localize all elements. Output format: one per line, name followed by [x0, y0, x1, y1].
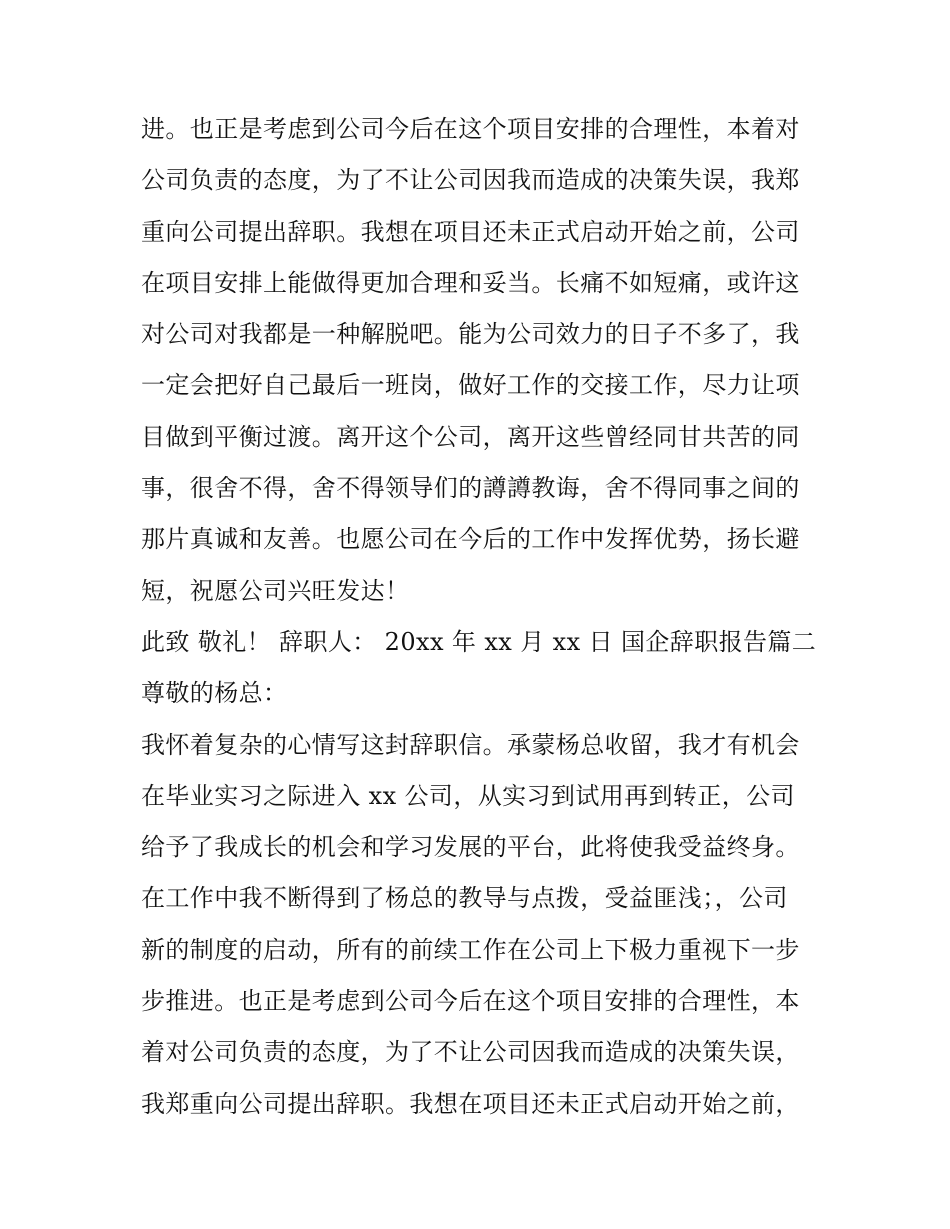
salutation: 尊敬的杨总： [141, 679, 288, 708]
document-body [141, 104, 821, 1130]
text-line: 一定会把好自己最后一班岗，做好工作的交接工作，尽力让项 [141, 371, 800, 400]
text-line: 短，祝愿公司兴旺发达！ [141, 576, 410, 605]
text-line: 步推进。也正是考虑到公司今后在这个项目安排的合理性，本 [141, 987, 800, 1016]
text-line: 我怀着复杂的心情写这封辞职信。承蒙杨总收留，我才有机会 [141, 730, 800, 759]
text-line: 对公司对我都是一种解脱吧。能为公司效力的日子不多了，我 [141, 320, 800, 349]
text-line: 我郑重向公司提出辞职。我想在项目还未正式启动开始之前， [141, 1089, 800, 1118]
text-line: 在毕业实习之际进入 xx 公司，从实习到试用再到转正，公司 [141, 781, 795, 810]
text-line: 重向公司提出辞职。我想在项目还未正式启动开始之前，公司 [141, 217, 800, 246]
text-line: 公司负责的态度，为了不让公司因我而造成的决策失误，我郑 [141, 166, 800, 195]
text-line: 那片真诚和友善。也愿公司在今后的工作中发挥优势，扬长避 [141, 525, 800, 554]
text-line: 在工作中我不断得到了杨总的教导与点拨，受益匪浅；，公司 [141, 884, 788, 913]
text-line: 着对公司负责的态度，为了不让公司因我而造成的决策失误， [141, 1038, 800, 1067]
text-line: 在项目安排上能做得更加合理和妥当。长痛不如短痛，或许这 [141, 268, 800, 297]
closing-line: 此致 敬礼！ 辞职人： 20xx 年 xx 月 xx 日 国企辞职报告篇二 [141, 627, 817, 656]
text-line: 新的制度的启动，所有的前续工作在公司上下极力重视下一步 [141, 935, 800, 964]
text-line: 目做到平衡过渡。离开这个公司，离开这些曾经同甘共苦的同 [141, 422, 800, 451]
text-line: 给予了我成长的机会和学习发展的平台，此将使我受益终身。 [141, 833, 800, 862]
text-line: 进。也正是考虑到公司今后在这个项目安排的合理性，本着对 [141, 115, 800, 143]
text-line: 事，很舍不得，舍不得领导们的譐譐教诲，舍不得同事之间的 [141, 474, 800, 503]
